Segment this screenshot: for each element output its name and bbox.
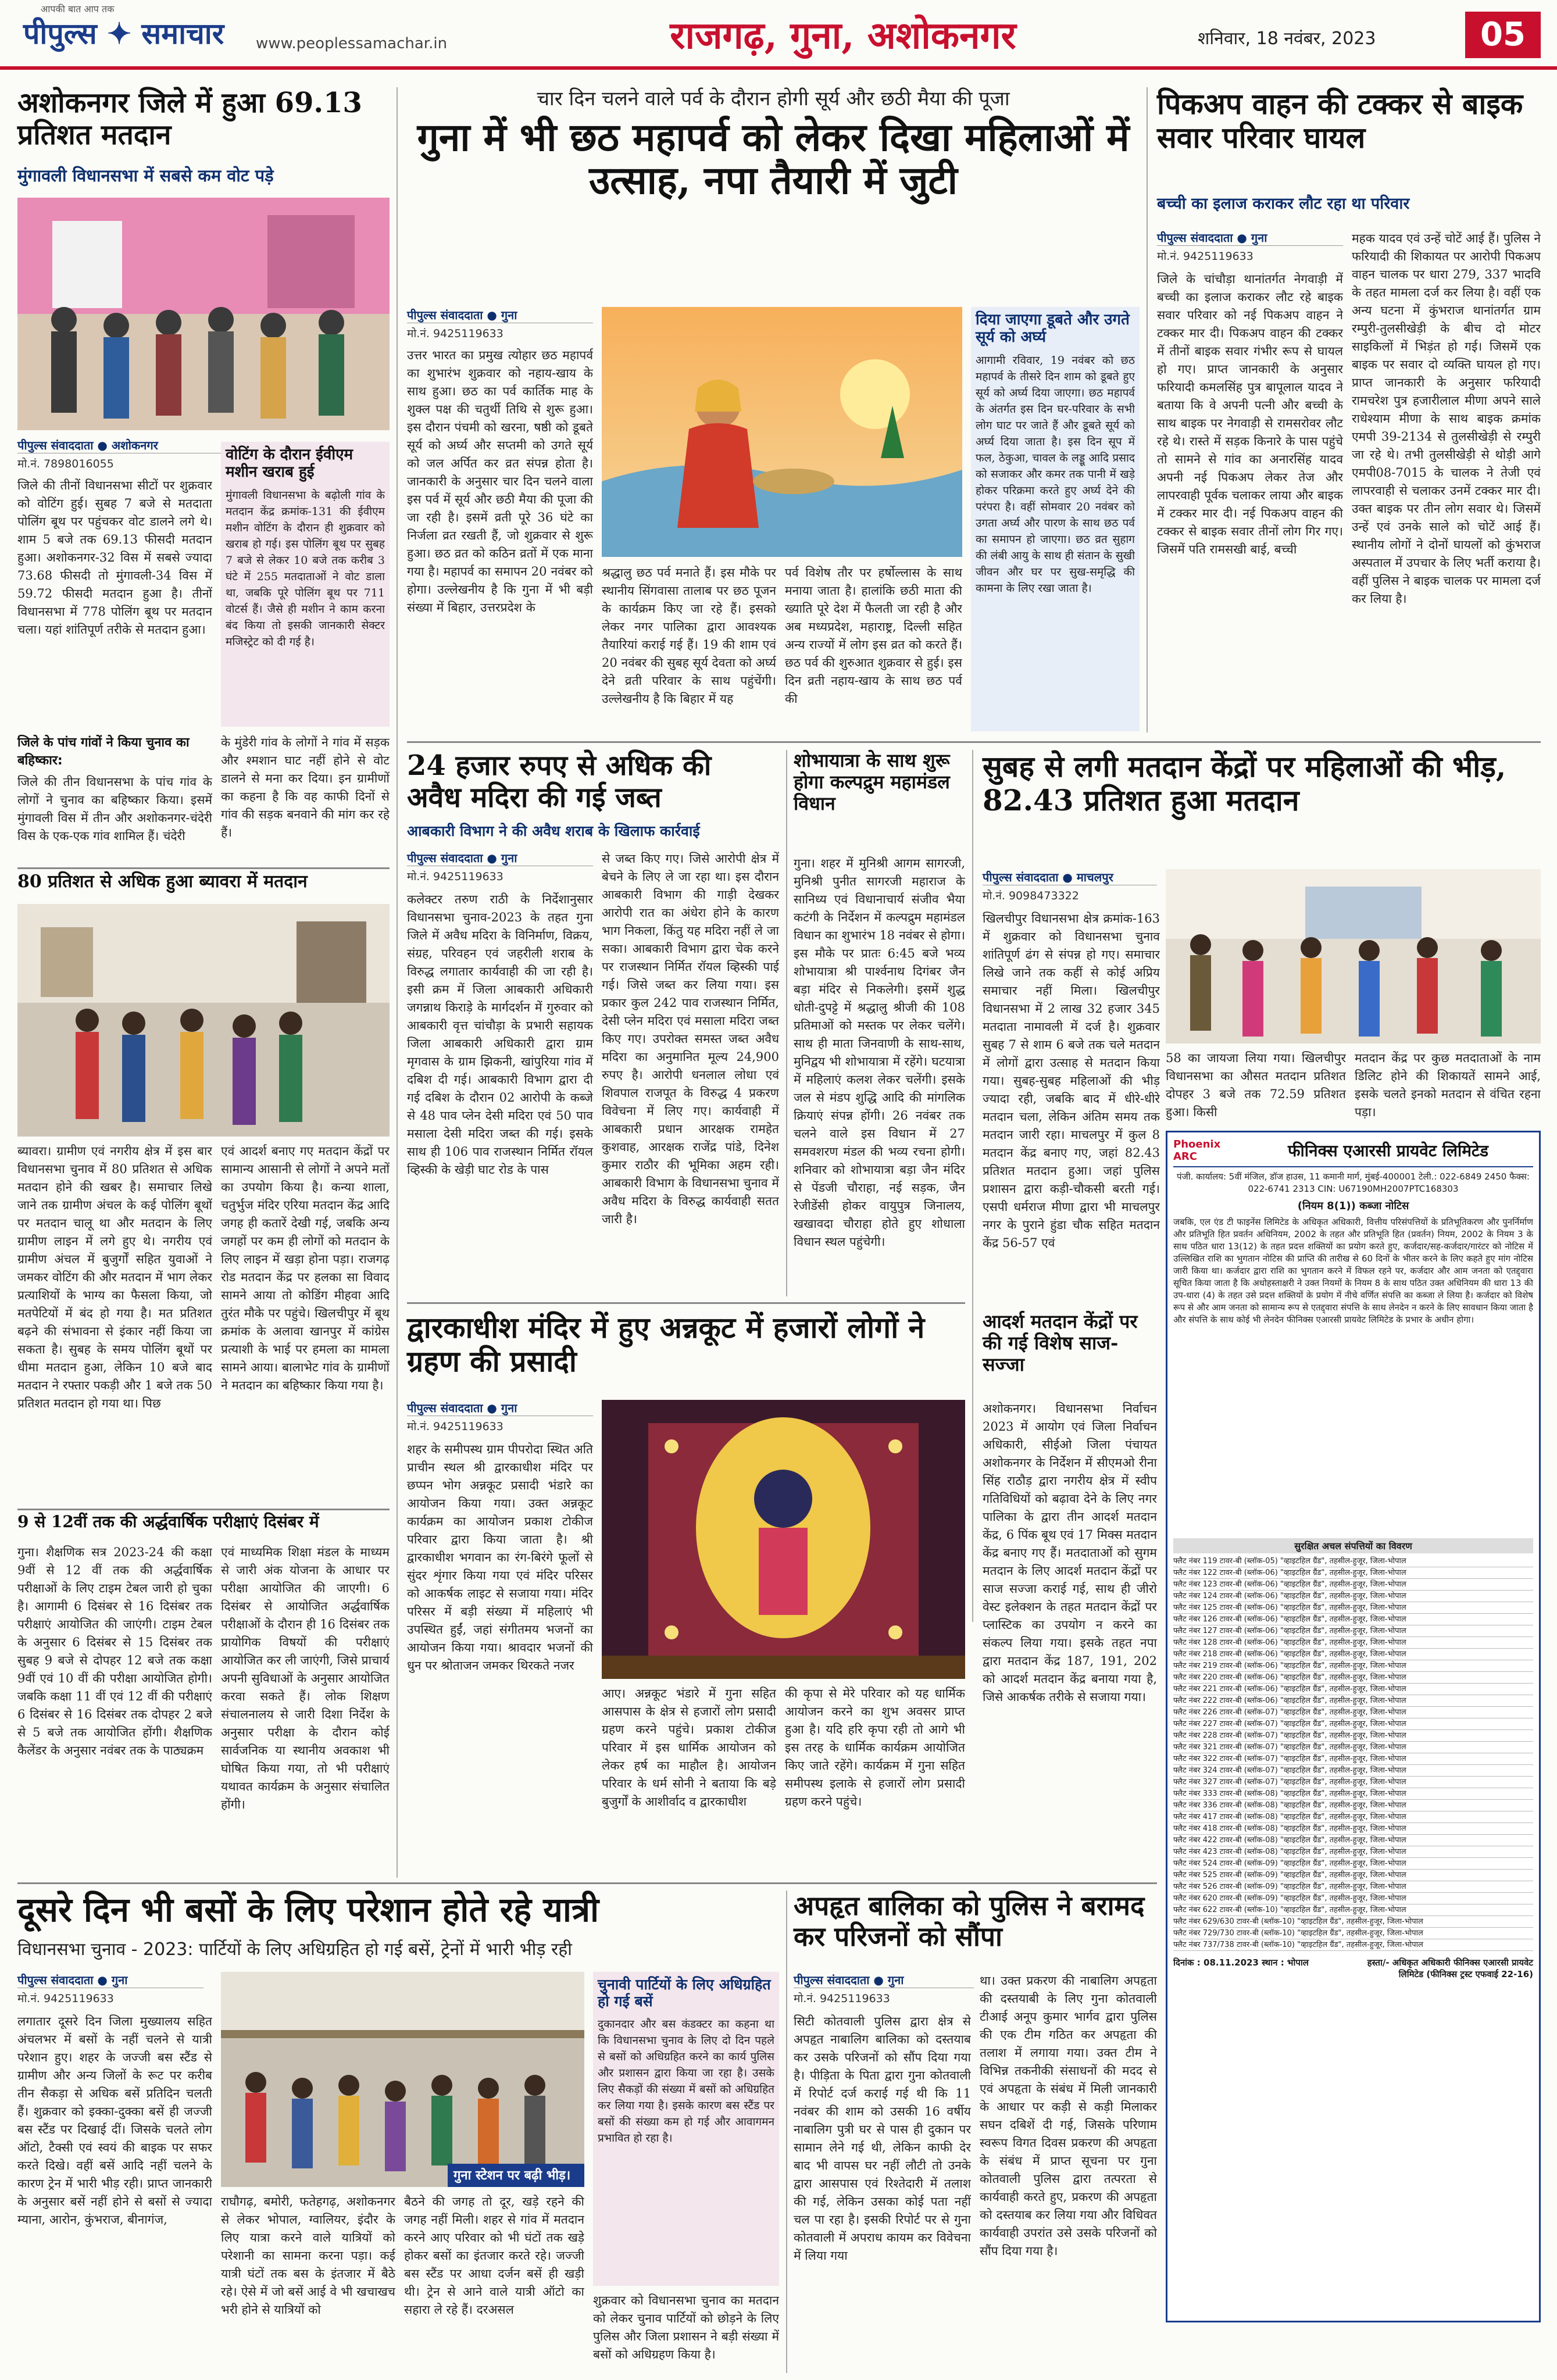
photo-voters-queue-art — [17, 198, 390, 430]
masthead — [0, 0, 1557, 70]
ad-table-row: फ्लैट नंबर 124 टावर-बी (ब्लॉक-06) "व्हाइटहिल ग्रैंड", तहसील-हुजूर, जिला-भोपाल — [1173, 1591, 1533, 1602]
body-girl: सिटी कोतवाली पुलिस द्वारा क्षेत्र से अपहृत नाबालिग बालिका को दस्तयाब कर उसके परिजनों को सौंप दिया गया है। पीड़िता के पिता द्वारा गुना कोतवाली में रिपोर्ट दर्ज कराई गई थी कि 11 नवंबर की शाम को उसकी 16 वर्षीय नाबालिग पुत्री घर से पास ही दुकान पर सामान लेने गई थी, लेकिन काफी देर बाद भी वापस घर नहीं लौटी तो उनके द्वारा आसपास एवं रिश्तेदारी में तलाश की गई, लेकिन उसका कोई पता नहीं चल पा रहा है। इसकी रिपोर्ट पर से गुना कोतवाली में अपराध कायम कर विवेचना में लिया गया — [794, 2014, 971, 2263]
ad-table-row: फ्लैट नंबर 226 टावर-बी (ब्लॉक-07) "व्हाइटहिल ग्रैंड", तहसील-हुजूर, जिला-भोपाल — [1173, 1707, 1533, 1718]
byline-bus: पीपुल्स संवाददाता ● गुना — [17, 1972, 203, 1988]
photo-dwarkadhish — [602, 1400, 965, 1679]
column-divider — [786, 1891, 787, 2373]
mobile-chhath: मो.नं. 9425119633 — [407, 327, 503, 340]
body-shobhayatra: गुना। शहर में मुनिश्री आगम सागरजी, मुनिश्री पुनीत सागरजी महाराज के सानिध्य एवं विधानाचार्य संजीव भैया कटंगी के निर्देशन में कल्पद्रुम महामंडल विधान का शुभारंभ 18 नवंबर से होगा। इस मौके पर प्रातः 6:45 बजे भव्य शोभायात्रा श्री पार्श्वनाथ दिगंबर जैन बड़ा मंदिर से निकलेगी। इसमें शुद्ध धोती-दुपट्टे में श्रद्धालु श्रीजी की 108 प्रतिमाओं को मस्तक पर लेकर चलेंगे। साथ ही माता जिनवाणी के साथ-साथ, मुनिद्वय भी शोभायात्रा में रहेंगे। घटयात्रा में महिलाएं कलश लेकर चलेंगी। इसके जल से मंडप शुद्धि आदि की मांगलिक क्रियाएं संपन्न होंगी। 26 नवंबर तक चलने वाले इस विधान में 27 समवशरण मंडल की भव्य रचना होगी। शनिवार को शोभायात्रा बड़ा जैन मंदिर से पेंडजी चौराहा, नई सड़क, जैन रेजीडेंसी होकर वायुपुत्र जिनालय, खखावदा चौराहा होते हुए शोधाला विधान स्थल पहुंचेगी। — [794, 856, 965, 1249]
headline-girl-rescued[interactable]: अपहृत बालिका को पुलिस ने बरामद कर परिजनों को सौंपा — [794, 1890, 1145, 1952]
website-url[interactable]: www.peoplessamachar.in — [256, 35, 448, 52]
body-women-voters-2: 58 का जायजा लिया गया। खिलचीपुर विधानसभा का औसत मतदान प्रतिशत दोपहर 3 बजे तक 72.59 प्रतिशत हुआ। किसी — [1166, 1051, 1346, 1119]
body-girl-2: था। उक्त प्रकरण की नाबालिग अपहृता की दस्तयाबी के लिए गुना कोतवाली टीआई अनूप कुमार भार्गव द्वारा पुलिस की एक टीम गठित कर अपहृता की तलाश में लगाया गया। उक्त टीम ने विभिन्न तकनीकी संसाधनों की मदद से एवं अपहृता के संबंध में मिली जानकारी के आधार पर कड़ी से कड़ी मिलाकर सघन दबिशें दी गई, जिसके परिणाम स्वरूप विगत दिवस प्रकरण की अपहृता के संबंध में प्राप्त सूचना पर गुना कोतवाली पुलिस द्वारा तत्परता से कार्यवाही करते हुए, प्रकरण की अपहृता को दस्तयाब कर लिया गया और विधिवत कार्यवाही उपरांत उसे उसके परिजनों को सौंप दिया गया है। — [980, 1974, 1157, 2258]
ad-footer — [1173, 1957, 1533, 1980]
ad-table-title: सुरक्षित अचल संपत्तियों का विवरण — [1173, 1538, 1533, 1553]
body-liquor: कलेक्टर तरुण राठी के निर्देशानुसार विधानसभा चुनाव-2023 के तहत गुना जिले में अवैध मदिरा के विनिर्माण, विक्रय, संग्रह, परिवहन एवं जहरीली शराब के विरुद्ध लगातार कार्यवाही की जा रही है। इसी क्रम में जिला आबकारी अधिकारी जगन्नाथ किराड़े के मार्गदर्शन में गुरुवार को आबकारी वृत्त चांचौड़ा के प्रभारी सहायक जिला आबकारी अधिकारी द्वारा ग्राम मृगवास के ग्राम झिकनी, खांपुरिया गांव में दबिश दी गई। आबकारी विभाग द्वारा दी गई दबिश के दौरान 02 आरोपी के कब्जे से 48 पाव प्लेन देसी मदिरा एवं 50 पाव मसाला देसी मदिरा जब्त की गई। इसके साथ ही 106 पाव राजस्थान निर्मित रॉयल व्हिस्की के खेड़ी घाट रोड के पास — [407, 892, 593, 1177]
byline-chhath: पीपुल्स संवाददाता ● गुना — [407, 307, 593, 323]
body-evm-fault: मुंगावली विधानसभा के बढ़ोली गांव के मतदान केंद्र क्रमांक-131 की ईवीएम मशीन वोटिंग के दौरान ही शुक्रवार को खराब हो गई। इस पोलिंग बूथ पर सुबह 7 बजे से लेकर 10 बजे तक करीब 3 घंटे में 255 मतदाताओं ने वोट डाला था, जबकि पूरे पोलिंग बूथ पर 711 वोटर्स हैं। जैसे ही मशीन ने काम करना बंद किया तो इसकी जानकारी सेक्टर मजिस्ट्रेट को दी गई है। — [226, 488, 385, 648]
ad-table-row: फ्लैट नंबर 525 टावर-बी (ब्लॉक-09) "व्हाइटहिल ग्रैंड", तहसील-हुजूर, जिला-भोपाल — [1173, 1870, 1533, 1881]
body-women-voters: खिलचीपुर विधानसभा क्षेत्र क्रमांक-163 में शुक्रवार को विधानसभा चुनाव शांतिपूर्ण ढंग से संपन्न हो गए। समाचार लिखे जाने तक कहीं से कोई अप्रिय समाचार नहीं मिला। खिलचीपुर विधानसभा में 2 लाख 32 हजार 345 मतदाता नामावली में दर्ज है। शुक्रवार सुबह 7 से शाम 6 बजे तक चले मतदान में लोगों द्वारा उत्साह से मतदान किया गया। सुबह-सुबह महिलाओं की भीड़ ज्यादा रही, जबकि बाद में धीरे-धीरे मतदान चला, लेकिन अंतिम समय तक मतदान जारी रहा। माचलपुर में कुल 8 मतदान केंद्र बनाए गए, जहां 82.43 प्रतिशत मतदान हुआ। जहां पुलिस प्रशासन द्वारा कड़ी-चौकसी बरती गई। एसपी धर्मराज मीणा द्वारा भी माचलपुर नगर के पुराने हुंडा चौक सहित मतदान केंद्र 56-57 एवं — [983, 912, 1160, 1250]
ad-table-row: फ्लैट नंबर 126 टावर-बी (ब्लॉक-06) "व्हाइटहिल ग्रैंड", तहसील-हुजूर, जिला-भोपाल — [1173, 1614, 1533, 1625]
body-bus-2: राघौगढ़, बमोरी, फतेहगढ़, अशोकनगर से लेकर भोपाल, ग्वालियर, इंदौर के लिए यात्रा करने वाले यात्रियों को परेशानी का सामना करना पड़ा। कई यात्री घंटों तक बस के इंतजार में बैठे रहे। ऐसे में जो बसें आई वे भी खचाखच भरी होने से यात्रियों को — [221, 2195, 395, 2317]
headline-bus-acquired[interactable]: चुनावी पार्टियों के लिए अधिग्रहित हो गई बसें — [598, 1976, 771, 2010]
body-chhath: उत्तर भारत का प्रमुख त्योहार छठ महापर्व का शुभारंभ शुक्रवार को नहाय-खाय के साथ हुआ। छठ का पर्व कार्तिक माह के शुक्ल पक्ष की चतुर्थी तिथि से शुरू हुआ। इस दौरान पंचमी को खरना, षष्ठी को डूबते सूर्य को अर्घ्य और सप्तमी को उगते सूर्य को जल अर्पित कर व्रत संपन्न होता है। जानकारी के अनुसार चार दिन चलने वाला इस पर्व में सूर्य और छठी मैया की पूजा की जा रही है। इसमें व्रती पूरे 36 घंटे का निर्जला व्रत रखती हैं, जो शुक्रवार से शुरू हुआ। छठ व्रत को कठिन व्रतों में एक माना गया है। महापर्व का समापन 20 नवंबर को होगा। उल्लेखनीय है कि गुना में भी बड़ी संख्या में बिहार, उत्तरप्रदेश के — [407, 348, 593, 614]
ad-table-row: फ्लैट नंबर 729/730 टावर-बी (ब्लॉक-10) "व्हाइटहिल ग्रैंड", तहसील-हुजूर, जिला-भोपाल — [1173, 1928, 1533, 1939]
headline-women-voters[interactable]: सुबह से लगी मतदान केंद्रों पर महिलाओं की भीड़, 82.43 प्रतिशत हुआ मतदान — [983, 749, 1506, 817]
ad-notice-type: (नियम 8(1)) कब्जा नोटिस — [1297, 1200, 1409, 1212]
ad-table-row: फ्लैट नंबर 122 टावर-बी (ब्लॉक-06) "व्हाइटहिल ग्रैंड", तहसील-हुजूर, जिला-भोपाल — [1173, 1567, 1533, 1579]
ad-table-row: फ्लैट नंबर 622 टावर-बी (ब्लॉक-10) "व्हाइटहिल ग्रैंड", तहसील-हुजूर, जिला-भोपाल — [1173, 1904, 1533, 1916]
sidebox-evm — [221, 442, 390, 727]
headline-annakut[interactable]: द्वारकाधीश मंदिर में हुए अन्नकूट में हजारों लोगों ने ग्रहण की प्रसादी — [407, 1310, 925, 1378]
ad-header — [1173, 1138, 1533, 1167]
ad-table-row: फ्लैट नंबर 620 टावर-बी (ब्लॉक-09) "व्हाइटहिल ग्रैंड", तहसील-हुजूर, जिला-भोपाल — [1173, 1893, 1533, 1904]
body-chhath-2: श्रद्धालु छठ पर्व मनाते हैं। इस मौके पर स्थानीय सिंगवासा तालाब पर छठ पूजन के कार्यक्रम किए जा रहे हैं। इसको लेकर नगर पालिका द्वारा आवश्यक तैयारियां कराई गई हैं। 19 की शाम एवं 20 नवंबर की सुबह सूर्य देवता को अर्घ्य देने व्रती परिवार के साथ पहुंचेंगी। उल्लेखनीय है कि बिहार में यह — [602, 566, 776, 706]
body-ashoknagar: जिले की तीनों विधानसभा सीटों पर शुक्रवार को वोटिंग हुई। सुबह 7 बजे से मतदाता पोलिंग बूथ पर पहुंचकर वोट डालने लगे थे। शाम 5 बजे तक 69.13 फीसदी मतदान हुआ। अशोकनगर-32 विस में सबसे ज्यादा 73.68 फीसदी तो मुंगावली-34 विस में 59.72 फीसदी मतदान हुआ है। तीनों विधानसभा में 778 पोलिंग बूथ पर मतदान चला। यहां शांतिपूर्ण तरीके से मतदान हुआ। — [17, 478, 212, 637]
byline-annakut: पीपुल्स संवाददाता ● गुना — [407, 1400, 593, 1416]
ad-signatory: हस्ता/- अधिकृत अधिकारी फीनिक्स एआरसी प्रायवेट लिमिटेड (फीनिक्स ट्रस्ट एफवाई 22-16) — [1367, 1957, 1533, 1979]
body-exams-2: एवं माध्यमिक शिक्षा मंडल के माध्यम से जारी अंक योजना के आधार पर परीक्षा आयोजित की जाएगी। 6 दिसंबर से आयोजित अर्द्धवार्षिक परीक्षाओं के दौरान ही 16 दिसंबर तक प्रायोगिक विषयों की परीक्षाएं आयोजित कर ली जाएंगी, जिसे प्राचार्य अपनी सुविधाओं के अनुसार आयोजित करवा सकते हैं। लोक शिक्षण संचालनालय से जारी दिशा निर्देश के अनुसार परीक्षा के दौरान कोई सार्वजनिक या स्थानीय अवकाश भी घोषित किया गया, तो भी परीक्षाएं यथावत कार्यक्रम के अनुसार संचालित होंगी। — [221, 1545, 390, 1811]
ad-table-row: फ्लैट नंबर 221 टावर-बी (ब्लॉक-06) "व्हाइटहिल ग्रैंड", तहसील-हुजूर, जिला-भोपाल — [1173, 1684, 1533, 1695]
ad-table-row: फ्लैट नंबर 228 टावर-बी (ब्लॉक-07) "व्हाइटहिल ग्रैंड", तहसील-हुजूर, जिला-भोपाल — [1173, 1730, 1533, 1742]
mobile-machalpur: मो.नं. 9098473322 — [983, 889, 1079, 902]
ad-table-row: फ्लैट नंबर 322 टावर-बी (ब्लॉक-07) "व्हाइटहिल ग्रैंड", तहसील-हुजूर, जिला-भोपाल — [1173, 1753, 1533, 1765]
body-boycott: जिले की तीन विधानसभा के पांच गांव के लोगों ने चुनाव का बहिष्कार किया। इसमें मुंगावली विस में तीन और अशोकनगर-चंदेरी विस के एक-एक गांव शामिल हैं। चंदेरी — [17, 775, 212, 843]
body-bus-3: बैठने की जगह तो दूर, खड़े रहने की जगह नहीं मिली। शहर से गांव में मतदान करने आए परिवार को भी घंटों तक खड़े होकर बसों का इंतजार करते रहे। जज्जी बस स्टैंड पर आधा दर्जन बसें ही खड़ी थी। ट्रेन से आने वाले यात्री ऑटो का सहारा ले रहे हैं। दरअसल — [404, 2195, 584, 2317]
kicker-chhath: चार दिन चलने वाले पर्व के दौरान होगी सूर्य और छठी मैया की पूजा — [537, 87, 1010, 110]
body-annakut-2: आए। अन्नकूट भंडारे में गुना सहित आसपास के क्षेत्र से हजारों लोग प्रसादी ग्रहण करने पहुंचे। प्रकाश टोकीज परिवार में इस धार्मिक आयोजन को लेकर हर्ष का माहौल है। आयोजन परिवार के धर्म सोनी ने बताया कि बड़े बुजुर्गों के आशीर्वाद व द्वारकाधीश — [602, 1686, 776, 1809]
byline-pickup: पीपुल्स संवाददाता ● गुना — [1157, 230, 1343, 246]
headline-shobhayatra[interactable]: शोभायात्रा के साथ शुरू होगा कल्पद्रुम महामंडल विधान — [794, 749, 950, 814]
headline-arghya[interactable]: दिया जाएगा डूबते और उगते सूर्य को अर्घ्य — [976, 311, 1130, 346]
photo-chhath-worship — [602, 307, 962, 557]
ad-company-name: फीनिक्स एआरसी प्रायवेट लिमिटेड — [1287, 1141, 1489, 1160]
headline-bus-trouble[interactable]: दूसरे दिन भी बसों के लिए परेशान होते रहे यात्री — [17, 1890, 599, 1929]
mobile-bus: मो.नं. 9425119633 — [17, 1992, 114, 2005]
photo-byavra-polling — [17, 904, 390, 1137]
body-pickup: जिले के चांचौड़ा थानांतर्गत नेगवाड़ी में बच्ची का इलाज कराकर लौट रहे बाइक सवार परिवार को नई पिकअप वाहन ने टक्कर मार दी। पिकअप वाहन की टक्कर में तीनों बाइक सवार गंभीर रूप से घायल हो गए। प्राप्त जानकारी के अनुसार फरियादी कमलसिंह पुत्र बापूलाल यादव ने बताया कि वे अपनी पत्नी और बच्ची के साथ बाइक पर नेगवाड़ी से रामसरोवर लौट रहे थे। रास्ते में सड़क किनारे के पास पहुंचे तो सामने से गांव का अनारसिंह यादव अपनी नई पिकअप लेकर तेज और लापरवाही पूर्वक चलाकर लाया और बाइक में टक्कर मार दी। नई पिकअप वाहन की टक्कर से बाइक सवार तीनों लोग गिर गए। जिसमें पति रामसखी बाई, बच्ची — [1157, 272, 1343, 556]
divider — [17, 1509, 390, 1510]
headline-evm-fault[interactable]: वोटिंग के दौरान ईवीएम मशीन खराब हुई — [226, 446, 353, 481]
byline-liquor: पीपुल्स संवाददाता ● गुना — [407, 850, 593, 866]
photo-caption-station: गुना स्टेशन पर बढ़ी भीड़। — [448, 2164, 584, 2187]
photo-women-voters — [1166, 869, 1541, 1044]
byline-ashoknagar: पीपुल्स संवाददाता ● अशोकनगर — [17, 437, 227, 453]
ad-table-row: फ्लैट नंबर 119 टावर-बी (ब्लॉक-05) "व्हाइटहिल ग्रैंड", तहसील-हुजूर, जिला-भोपाल — [1173, 1556, 1533, 1567]
headline-byavra[interactable]: 80 प्रतिशत से अधिक हुआ ब्यावरा में मतदान — [17, 871, 308, 892]
newspaper-logo[interactable]: पीपुल्स ✦ समाचार — [23, 16, 224, 51]
headline-half-yearly-exams[interactable]: 9 से 12वीं तक की अर्द्धवार्षिक परीक्षाएं दिसंबर में — [17, 1512, 319, 1531]
ad-table-row: फ्लैट नंबर 336 टावर-बी (ब्लॉक-08) "व्हाइटहिल ग्रैंड", तहसील-हुजूर, जिला-भोपाल — [1173, 1800, 1533, 1811]
ad-table-row: फ्लैट नंबर 526 टावर-बी (ब्लॉक-09) "व्हाइटहिल ग्रैंड", तहसील-हुजूर, जिला-भोपाल — [1173, 1881, 1533, 1893]
headline-chhath[interactable]: गुना में भी छठ महापर्व को लेकर दिखा महिलाओं में उत्साह, नपा तैयारी में जुटी — [417, 115, 1130, 203]
body-pickup-2: महक यादव एवं उन्हें चोटें आई हैं। पुलिस ने फरियादी की शिकायत पर आरोपी पिकअप वाहन चालक पर धारा 279, 337 भादवि के तहत मामला दर्ज कर लिया है। वहीं एक अन्य घटना में कुंभराज थानांतर्गत ग्राम रम्पुरी-तुलसीखेड़ी के बीच दो मोटर साइकिलों में भिड़ंत हो गई। जिसमें एक बाइक पर सवार दो व्यक्ति घायल हो गए। प्राप्त जानकारी के अनुसार फरियादी रामचरेश पुत्र हजारीलाल मीणा अपने साले राधेश्याम मीणा के साथ बाइक क्रमांक एमपी 39-2134 से तुलसीखेड़ी से रम्पुरी जा रहे थे। तभी तुलसीखेड़ी से थोड़ी आगे एमपी08-7015 के चालक ने तेजी एवं लापरवाही से चलाकर उनमें टक्कर मार दी। उक्त बाइक पर तीन लोग सवार थे। जिसमें उन्हें एवं उनके साले को चोटें आई हैं। स्थानीय लोगों ने दोनों घायलों को कुंभराज अस्पताल में उपचार के लिए भर्ती कराया है। वहीं पुलिस ने बाइक चालक पर मामला दर्ज कर लिया है। — [1352, 231, 1541, 606]
subhead-boycott: जिले के पांच गांवों ने किया चुनाव का बहिष्कार: — [17, 735, 190, 768]
ad-table-row: फ्लैट नंबर 128 टावर-बी (ब्लॉक-06) "व्हाइटहिल ग्रैंड", तहसील-हुजूर, जिला-भोपाल — [1173, 1637, 1533, 1649]
body-byavra: ब्यावरा। ग्रामीण एवं नगरीय क्षेत्र में इस बार विधानसभा चुनाव में 80 प्रतिशत से अधिक मतदान होने की खबर है। समाचार लिखे जाने तक ग्रामीण अंचल के कई पोलिंग बूथों पर मतदान चालू था और मतदान के लिए ग्रामीण लाइन में लगे हुए थे। नगरीय एवं ग्रामीण अंचल में बुजुर्गों सहित युवाओं ने जमकर वोटिंग की और मतदान में भाग लेकर प्रत्याशियों के भाग्य का फैसला किया, जो मतपेटियों में बंद हो गया है। मत प्रतिशत बढ़ने की संभावना से इंकार नहीं किया जा सकता है। सुबह के समय पोलिंग बूथों पर धीमा मतदान हुआ, लेकिन 10 बजे बाद मतदान ने रफ्तार पकड़ी और 1 बजे तक 50 प्रतिशत मतदान हो गया था। पिछ — [17, 1144, 212, 1410]
ad-table-row: फ्लैट नंबर 218 टावर-बी (ब्लॉक-06) "व्हाइटहिल ग्रैंड", तहसील-हुजूर, जिला-भोपाल — [1173, 1649, 1533, 1660]
ad-table-row: फ्लैट नंबर 629/630 टावर-बी (ब्लॉक-10) "व्हाइटहिल ग्रैंड", तहसील-हुजूर, जिला-भोपाल — [1173, 1916, 1533, 1928]
column-divider — [786, 750, 787, 1296]
body-model-booths: अशोकनगर। विधानसभा निर्वाचन 2023 में आयोग एवं जिला निर्वाचन अधिकारी, सीईओ जिला पंचायत अशोकनगर के निर्देशन में सीएमओ रीना सिंह राठौड़ द्वारा नगरीय क्षेत्र में स्वीप गतिविधियों को बढ़ावा देने के लिए नगर पालिका के द्वारा तीन आदर्श मतदान केंद्र, 6 पिंक बूथ एवं 17 मिक्स मतदान केंद्र बनाए गए हैं। मतदाताओं को सुगम मतदान के लिए आदर्श मतदान केंद्रों पर साज सज्जा कराई गई, साथ ही जीरो वेस्ट इलेक्शन के तहत मतदान केंद्रों पर प्लास्टिक का उपयोग न करने का संकल्प लिया गया। इसके तहत नपा द्वारा मतदान केंद्र 187, 191, 202 को आदर्श मतदान केंद्र बनाया गया है, जिसे आकर्षक तरीके से सजाया गया। — [983, 1402, 1157, 1704]
photo-guna-station — [221, 1972, 584, 2187]
headline-model-booths[interactable]: आदर्श मतदान केंद्रों पर की गई विशेष साज-सज्जा — [983, 1310, 1138, 1375]
publication-date: शनिवार, 18 नवंबर, 2023 — [1198, 28, 1376, 49]
phoenix-arc-logo: Phoenix ARC — [1173, 1138, 1221, 1163]
ad-date-place: दिनांक : 08.11.2023 स्थान : भोपाल — [1173, 1957, 1309, 1968]
ad-table-row: फ्लैट नंबर 422 टावर-बी (ब्लॉक-08) "व्हाइटहिल ग्रैंड", तहसील-हुजूर, जिला-भोपाल — [1173, 1835, 1533, 1846]
mobile-ashoknagar: मो.नं. 7898016055 — [17, 458, 114, 470]
byline-machalpur: पीपुल्स संवाददाता ● माचलपुर — [983, 869, 1157, 885]
ad-table-row: फ्लैट नंबर 227 टावर-बी (ब्लॉक-07) "व्हाइटहिल ग्रैंड", तहसील-हुजूर, जिला-भोपाल — [1173, 1718, 1533, 1730]
ad-table-row: फ्लैट नंबर 321 टावर-बी (ब्लॉक-07) "व्हाइटहिल ग्रैंड", तहसील-हुजूर, जिला-भोपाल — [1173, 1742, 1533, 1753]
divider — [17, 1882, 1157, 1884]
divider — [407, 1302, 965, 1304]
mobile-pickup: मो.नं. 9425119633 — [1157, 250, 1254, 263]
column-divider — [397, 87, 398, 1878]
body-annakut: शहर के समीपस्थ ग्राम पीपरोदा स्थित अति प्राचीन स्थल श्री द्वारकाधीश मंदिर पर छप्पन भोग अन्नकूट प्रसादी भंडारे का आयोजन किया गया। उक्त अन्नकूट कार्यक्रम का आयोजन प्रकाश टोकीज परिवार द्वारा किया जाता है। श्री द्वारकाधीश भगवान का रंग-बिरंगे फूलों से सुंदर शृंगार किया गया एवं मंदिर परिसर को आकर्षक लाइट से सजाया गया। मंदिर परिसर में बड़ी संख्या में महिलाएं भी उपस्थित हुईं, जहां संगीतमय भजनों का आयोजन किया गया। श्रावदार भजनों की धुन पर श्रोताजन जमकर थिरकते नजर — [407, 1442, 593, 1673]
logo-tagline: आपकी बात आप तक — [41, 3, 115, 15]
mobile-girl: मो.नं. 9425119633 — [794, 1992, 890, 2005]
subheadline-liquor: आबकारी विभाग ने की अवैध शराब के खिलाफ कार्रवाई — [407, 823, 700, 839]
body-arghya: आगामी रविवार, 19 नवंबर को छठ महापर्व के तीसरे दिन शाम को डूबते हुए सूर्य को अर्घ्य दिया जाएगा। छठ महापर्व के अंतर्गत इस दिन घर-परिवार के सभी लोग घाट पर जाते हैं और डूबते सूर्य को अर्घ्य दिया जाता है। इस दिन सूप में फल, ठेकुआ, चावल के लड्डू आदि प्रसाद को सजाकर और कमर तक पानी में खड़े होकर परिक्रमा करते हुए अर्घ्य देने की परंपरा है। वहीं सोमवार 20 नवंबर को उगता अर्घ्य और पारण के साथ छठ पर्व का समापन हो जाएगा। छठ व्रत सुहाग की लंबी आयु के साथ ही संतान के सुखी जीवन और घर पर सुख-समृद्धि की कामना के लिए रखा जाता है। — [976, 353, 1135, 595]
body-annakut-3: की कृपा से मेरे परिवार को यह धार्मिक आयोजन करने का शुभ अवसर प्राप्त हुआ है। यदि हरि कृपा रही तो आगे भी इस तरह के धार्मिक कार्यक्रम आयोजित किए जाते रहेंगे। कार्यक्रम में गुना सहित समीपस्थ इलाके से हजारों लोग प्रसादी ग्रहण करने पहुंचे। — [785, 1686, 965, 1809]
ad-address: पंजी. कार्यालय: 5वीं मंजिल, डॉज हाउस, 11 कमानी मार्ग, मुंबई-400001 टेली.: 022-6849 2450 फैक्स: 022-6741 2313 CIN: U67190MH2007PTC168303 — [1177, 1171, 1530, 1194]
ad-table-row: फ्लैट नंबर 327 टावर-बी (ब्लॉक-07) "व्हाइटहिल ग्रैंड", तहसील-हुजूर, जिला-भोपाल — [1173, 1777, 1533, 1788]
subheadline-mungaoli: मुंगावली विधानसभा में सबसे कम वोट पड़े — [17, 166, 274, 185]
body-exams: गुना। शैक्षणिक सत्र 2023-24 की कक्षा 9वीं से 12 वीं तक की अर्द्धवार्षिक परीक्षाओं के लिए टाइम टेबल जारी हो चुका है। आगामी 6 दिसंबर से 16 दिसंबर तक परीक्षाएं आयोजित की जाएंगी। टाइम टेबल के अनुसार 6 दिसंबर से 15 दिसंबर तक सुबह 9 बजे से दोपहर 12 बजे तक कक्षा 9वीं एवं 10 वीं की परीक्षा आयोजित होगी। जबकि कक्षा 11 वीं एवं 12 वीं की परीक्षाएं 6 दिसंबर से 16 दिसंबर तक दोपहर 2 बजे से 5 बजे तक आयोजित होंगी। शैक्षणिक कैलेंडर के अनुसार नवंबर तक के पाठ्यक्रम — [17, 1545, 212, 1757]
ad-table-row: फ्लैट नंबर 324 टावर-बी (ब्लॉक-07) "व्हाइटहिल ग्रैंड", तहसील-हुजूर, जिला-भोपाल — [1173, 1765, 1533, 1777]
body-liquor-2: से जब्त किए गए। जिसे आरोपी क्षेत्र में बेचने के लिए ले जा रहा था। इस दौरान आबकारी विभाग की गाड़ी देखकर आरोपी रात का अंधेरा होने के कारण भाग निकला, किंतु यह मदिरा नहीं ले जा सका। आबकारी विभाग द्वारा चेक करने पर राजस्थान निर्मित रॉयल व्हिस्की पाई गई। जिसे जब्त कर लिया गया। इस प्रकार कुल 242 पाव राजस्थान निर्मित, देसी प्लेन मदिरा एवं मसाला मदिरा जब्त किए गए। उपरोक्त समस्त जब्त अवैध मदिरा का अनुमानित मूल्य 24,900 रुपए है। आरोपी धनलाल लोधा एवं शिवपाल राजपूत के विरुद्ध 4 प्रकरण विवेचना में लिए गए। कार्यवाही में आबकारी प्रधान आरक्षक रामहेत कुशवाह, आरक्षक राजेंद्र पांडे, दिनेश कुमार राठौर की भूमिका अहम रही। आबकारी विभाग के विधानसभा चुनाव में अवैध मदिरा के विरुद्ध कार्यवाही सतत जारी है। — [602, 852, 779, 1226]
column-divider — [1147, 87, 1148, 732]
headline-pickup-accident[interactable]: पिकअप वाहन की टक्कर से बाइक सवार परिवार घायल — [1157, 87, 1523, 155]
ad-table-row: फ्लैट नंबर 524 टावर-बी (ब्लॉक-09) "व्हाइटहिल ग्रैंड", तहसील-हुजूर, जिला-भोपाल — [1173, 1858, 1533, 1870]
byline-girl: पीपुल्स संवाददाता ● गुना — [794, 1972, 974, 1988]
ad-table-row: फ्लैट नंबर 220 टावर-बी (ब्लॉक-06) "व्हाइटहिल ग्रैंड", तहसील-हुजूर, जिला-भोपाल — [1173, 1672, 1533, 1684]
ad-notice-text: जबकि, एल एंड टी फाइनेंस लिमिटेड के अधिकृत अधिकारी, वित्तीय परिसंपत्तियों के प्रतिभूतिकरण और पुनर्निर्माण और प्रतिभूति हित प्रवर्तन अधिनियम, 2002 के तहत और प्रतिभूति हित (प्रवर्तन) नियम, 2002 के नियम 3 के साथ पठित धारा 13(12) के तहत प्रदत्त शक्तियों का प्रयोग करते हुए, कर्जदार/सह-कर्जदार/गारंटर को नोटिस में उल्लिखित राशि का भुगतान नोटिस की प्राप्ति की तारीख से 60 दिनों के भीतर करने के लिए कहते हुए मांग नोटिस जारी किया था। कर्जदार द्वारा राशि का भुगतान करने में विफल रहने पर, कर्जदार और आम जनता को एतद्द्वारा सूचित किया जाता है कि अधोहस्ताक्षरी ने उक्त नियमों के नियम 8 के साथ पठित उक्त अधिनियम की धारा 13 की उप-धारा (4) के तहत उसे प्रदत्त शक्तियों के प्रयोग में नीचे वर्णित संपत्ति का कब्जा ले लिया है। कर्जदार को विशेष रूप से और आम जनता को सामान्य रूप से एतद्द्वारा संपत्ति के साथ लेनदेन न करने के लिए सावधान किया जाता है और संपत्ति के साथ कोई भी लेनदेन फीनिक्स एआरसी प्रायवेट लिमिटेड के प्रभार के अधीन होगा। — [1173, 1217, 1533, 1325]
photo-women-art — [1166, 869, 1541, 1044]
ad-table-row: फ्लैट नंबर 222 टावर-बी (ब्लॉक-06) "व्हाइटहिल ग्रैंड", तहसील-हुजूर, जिला-भोपाल — [1173, 1695, 1533, 1707]
ad-property-table — [1173, 1556, 1533, 1951]
ad-table-row: फ्लैट नंबर 127 टावर-बी (ब्लॉक-06) "व्हाइटहिल ग्रैंड", तहसील-हुजूर, जिला-भोपाल — [1173, 1625, 1533, 1637]
ad-table-row: फ्लैट नंबर 423 टावर-बी (ब्लॉक-08) "व्हाइटहिल ग्रैंड", तहसील-हुजूर, जिला-भोपाल — [1173, 1846, 1533, 1858]
sidebox-arghya — [971, 307, 1140, 731]
photo-station-art — [221, 1972, 584, 2187]
divider — [407, 741, 1541, 743]
body-bus-acquired-2: शुक्रवार को विधानसभा चुनाव का मतदान को लेकर चुनाव पार्टियों को छोड़ने के लिए पुलिस और जिला प्रशासन ने बड़ी संख्या में बसों को अधिग्रहण किया है। — [593, 2293, 779, 2361]
ad-table-row: फ्लैट नंबर 125 टावर-बी (ब्लॉक-06) "व्हाइटहिल ग्रैंड", तहसील-हुजूर, जिला-भोपाल — [1173, 1602, 1533, 1614]
page-section-title: राजगढ़, गुना, अशोकनगर — [670, 14, 1016, 58]
column-divider — [972, 750, 973, 1622]
page-number: 05 — [1465, 12, 1541, 58]
ad-table-row: फ्लैट नंबर 219 टावर-बी (ब्लॉक-06) "व्हाइटहिल ग्रैंड", तहसील-हुजूर, जिला-भोपाल — [1173, 1660, 1533, 1672]
ad-table-row: फ्लैट नंबर 123 टावर-बी (ब्लॉक-06) "व्हाइटहिल ग्रैंड", तहसील-हुजूर, जिला-भोपाल — [1173, 1579, 1533, 1591]
photo-chhath-art — [602, 307, 962, 557]
photo-byavra-art — [17, 904, 390, 1137]
divider — [17, 867, 390, 869]
mobile-annakut: मो.नं. 9425119633 — [407, 1420, 503, 1433]
ad-table-row: फ्लैट नंबर 417 टावर-बी (ब्लॉक-08) "व्हाइटहिल ग्रैंड", तहसील-हुजूर, जिला-भोपाल — [1173, 1811, 1533, 1823]
headline-illegal-liquor[interactable]: 24 हजार रुपए से अधिक की अवैध मदिरा की गई जब्त — [407, 749, 712, 814]
photo-dwarkadhish-art — [602, 1400, 965, 1679]
body-chhath-3: पर्व विशेष तौर पर हर्षोल्लास के साथ मनाया जाता है। हालांकि छठी माता की ख्याति पूरे देश में फैलती जा रही है और अब मध्यप्रदेश, महाराष्ट्र, दिल्ली सहित अन्य राज्यों में लोग इस व्रत को करते हैं। छठ पर्व की शुरुआत शुक्रवार से हुई। इस दिन व्रती नहाय-खाय के साथ छठ पर्व की — [785, 566, 962, 706]
body-women-voters-3: मतदान केंद्र पर कुछ मतदाताओं के नाम डिलिट होने की शिकायतें सामने आई, इसके चलते इनको मतदान से वंचित रहना पड़ा। — [1355, 1051, 1541, 1119]
ad-table-row: फ्लैट नंबर 418 टावर-बी (ब्लॉक-08) "व्हाइटहिल ग्रैंड", तहसील-हुजूर, जिला-भोपाल — [1173, 1823, 1533, 1835]
body-mundheri: के मुंडेरी गांव के लोगों ने गांव में सड़क और श्मशान घाट नहीं होने से वोट डालने से मना कर दिया। इन ग्रामीणों का कहना है कि वह काफी दिनों से गांव की सड़क बनवाने की मांग कर रहे हैं। — [221, 735, 390, 839]
mobile-liquor: मो.नं. 9425119633 — [407, 870, 503, 883]
body-bus-acquired: दुकानदार और बस कंडक्टर का कहना था कि विधानसभा चुनाव के लिए दो दिन पहले से बसों को अधिग्रहित करने का कार्य पुलिस और प्रशासन द्वारा किया जा रहा है। उसके लिए सैकड़ों की संख्या में बसों को अधिग्रहित कर लिया गया है। इसके कारण बस स्टैंड पर बसों की संख्या कम हो गई और आवागमन प्रभावित हो रहा है। — [598, 2017, 774, 2145]
ad-table-row: फ्लैट नंबर 737/738 टावर-बी (ब्लॉक-10) "व्हाइटहिल ग्रैंड", तहसील-हुजूर, जिला-भोपाल — [1173, 1939, 1533, 1951]
subheadline-pickup: बच्ची का इलाज कराकर लौट रहा था परिवार — [1157, 195, 1410, 213]
sidebox-bus-acquired — [593, 1972, 779, 2286]
headline-ashoknagar-turnout[interactable]: अशोकनगर जिले में हुआ 69.13 प्रतिशत मतदान — [17, 87, 362, 152]
body-bus: लगातार दूसरे दिन जिला मुख्यालय सहित अंचलभर में बसों के नहीं चलने से यात्री परेशान हुए। शहर के जज्जी बस स्टैंड से ग्रामीण और अन्य जिलों के रूट पर करीब तीन सैकड़ा से अधिक बसें प्रतिदिन चलती हैं। शुक्रवार को इक्का-दुक्का बसें ही जज्जी बस स्टैंड पर दिखाई दीं। जिसके चलते लोग ऑटो, टैक्सी एवं स्वयं की बाइक पर सफर करते दिखे। वहीं बसें आदि नहीं चलने के कारण ट्रेन में भारी भीड़ रही। प्राप्त जानकारी के अनुसार बसें नहीं होने से बसों से ज्यादा म्याना, आरोन, कुंभराज, बीनागंज, — [17, 2014, 212, 2227]
photo-voters-queue — [17, 198, 390, 430]
body-byavra-2: एवं आदर्श बनाए गए मतदान केंद्रों पर सामान्य आसानी से लोगों ने अपने मतों का उपयोग किया है। कन्या शाला, चतुर्भुज मंदिर एरिया मतदान केंद्र आदि जगह ही कतारें देखी गई, जबकि अन्य जगहों पर कम ही लोगों को मतदान के लिए लाइन में खड़ा होना पड़ा। राजगढ़ रोड मतदान केंद्र पर हलका सा विवाद सामने आया तो कोडिंग मीहवा आदि तुरंत मौके पर पहुंचे। खिलचीपुर में बूथ क्रमांक के अलावा खानपुर में कांग्रेस प्रत्याशी के भाई पर हमला का मामला सामने आया। बालाभेट गांव के ग्रामीणों ने मतदान का बहिष्कार किया गया है। — [221, 1144, 390, 1392]
subheadline-bus: विधानसभा चुनाव - 2023: पार्टियों के लिए अधिग्रहित हो गई बसें, ट्रेनों में भारी भीड़ रही — [17, 1939, 572, 1960]
ad-table-row: फ्लैट नंबर 333 टावर-बी (ब्लॉक-08) "व्हाइटहिल ग्रैंड", तहसील-हुजूर, जिला-भोपाल — [1173, 1788, 1533, 1800]
legal-notice-ad — [1166, 1131, 1541, 2322]
